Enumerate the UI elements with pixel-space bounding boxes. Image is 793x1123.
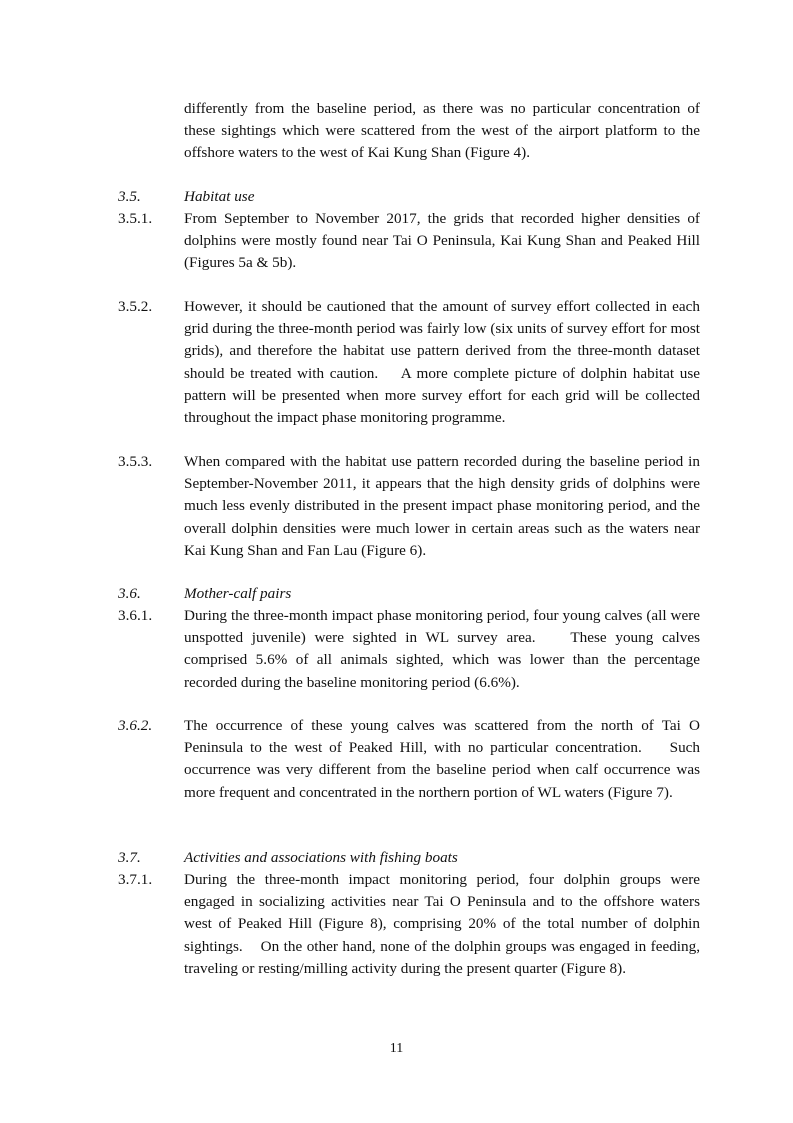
paragraph-3-5-2 [118, 296, 700, 429]
paragraph-number: 3.6.2. [118, 717, 153, 734]
paragraph-3-6-2 [118, 715, 700, 804]
paragraph-number: 3.5.3. [118, 453, 153, 470]
paragraph-text: From September to November 2017, the grids that recorded higher densities of dolphins were mostly found near Tai O Peninsula, Kai Kung Shan and Peaked Hill (Figures 5a & 5b). [184, 210, 700, 272]
section-number: 3.5. [118, 188, 141, 205]
section-heading-activities [118, 847, 700, 869]
paragraph-3-7-1 [118, 869, 700, 980]
section-number: 3.7. [118, 849, 141, 866]
paragraph-text: When compared with the habitat use pattern recorded during the baseline period in September-November 2011, it appears that the high density grids of dolphins were much less evenly distributed in the present impact phase monitoring period, and the overall dolphin densities were much lower in certain areas such as the waters near Kai Kung Shan and Fan Lau (Figure 6). [184, 453, 700, 559]
paragraph-number: 3.5.1. [118, 210, 153, 227]
section-heading-text: Habitat use [184, 188, 255, 205]
section-heading-mother-calf-pairs [118, 583, 700, 605]
paragraph-text: During the three-month impact monitoring period, four dolphin groups were engaged in socializing activities near Tai O Peninsula and to the offshore waters west of Peaked Hill (Figure 8), comprising 20% of the total number of dolphin sightings. On the other hand, none of the dolphin groups was engaged in feeding, traveling or resting/milling activity during the present quarter (Figure 8). [184, 871, 700, 977]
page-number: 11 [389, 1041, 404, 1056]
paragraph-3-5-3 [118, 451, 700, 562]
section-number: 3.6. [118, 585, 141, 602]
paragraph-continuation [118, 98, 700, 165]
section-heading-text: Activities and associations with fishing boats [184, 849, 458, 866]
section-heading-habitat-use [118, 186, 700, 208]
paragraph-number: 3.7.1. [118, 871, 153, 888]
paragraph-number: 3.6.1. [118, 607, 153, 624]
paragraph-3-5-1 [118, 208, 700, 275]
section-heading-text: Mother-calf pairs [184, 585, 292, 602]
paragraph-3-6-1 [118, 605, 700, 694]
paragraph-text: differently from the baseline period, as there was no particular concentration of these sightings which were scattered from the west of the airport platform to the offshore waters to the west of Kai Kung Shan (Figure 4). [184, 100, 700, 162]
paragraph-text: The occurrence of these young calves was scattered from the north of Tai O Peninsula to the west of Peaked Hill, with no particular concentration. Such occurrence was very different from the baseline period when calf occurrence was more frequent and concentrated in the northern portion of WL waters (Figure 7). [184, 717, 700, 801]
paragraph-number: 3.5.2. [118, 298, 153, 315]
paragraph-text: However, it should be cautioned that the amount of survey effort collected in each grid during the three-month period was fairly low (six units of survey effort for most grids), and therefore the habitat use pattern derived from the three-month dataset should be treated with caution. A more complete picture of dolphin habitat use pattern will be presented when more survey effort for each grid will be collected throughout the impact phase monitoring programme. [184, 298, 700, 427]
paragraph-text: During the three-month impact phase monitoring period, four young calves (all were unspotted juvenile) were sighted in WL survey area. These young calves comprised 5.6% of all animals sighted, which was lower than the percentage recorded during the baseline monitoring period (6.6%). [184, 607, 700, 691]
